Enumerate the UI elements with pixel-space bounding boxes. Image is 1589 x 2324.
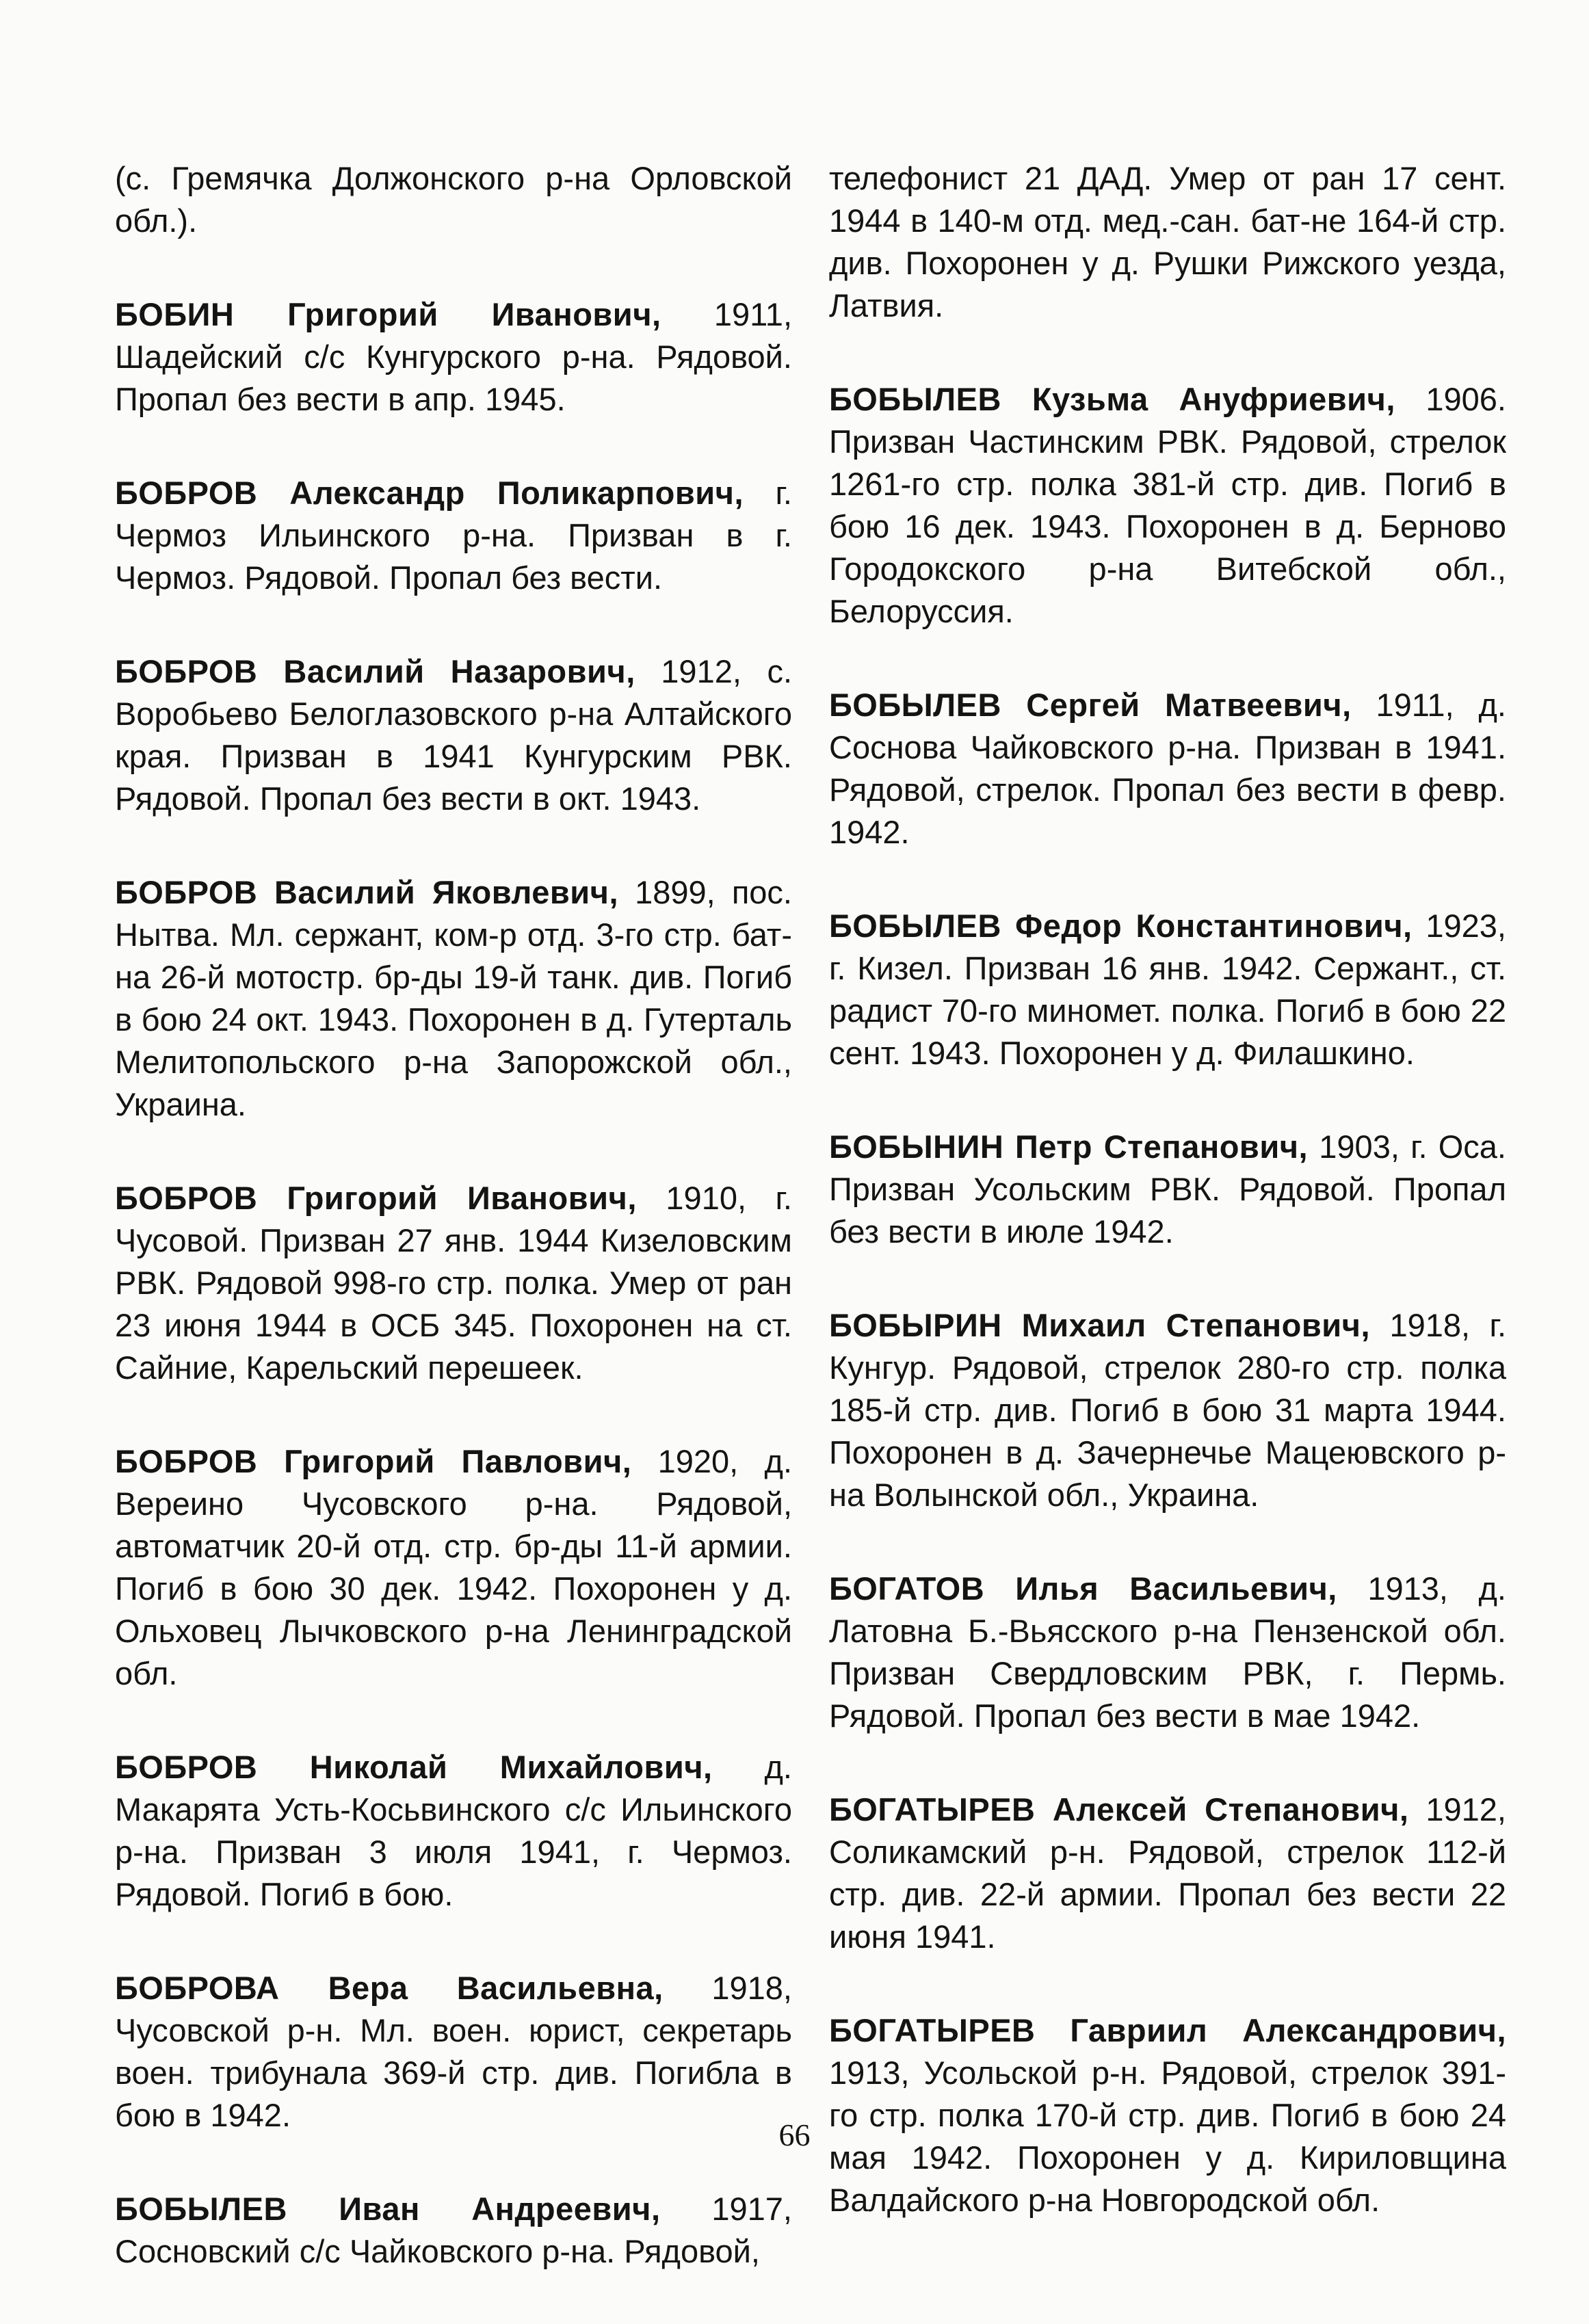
biography-entry bbox=[115, 1440, 792, 1695]
entry-text: 1903, г. Оса. Призван Усольским РВК. Рядовой. Пропал без вести в июле 1942. bbox=[829, 1128, 1506, 1250]
biography-entry bbox=[115, 1967, 792, 2137]
entry-text: 1913, д. Латовна Б.-Вьясского р-на Пензенской обл. Призван Свердловским РВК, г. Пермь. Рядовой. Пропал без вести в мае 1942. bbox=[829, 1570, 1506, 1734]
biography-entry bbox=[829, 378, 1506, 633]
entry-text: 1906. Призван Частинским РВК. Рядовой, стрелок 1261-го стр. полка 381-й стр. див. Погиб в бою 16 дек. 1943. Похоронен в д. Берново Городокского р-на Витебской обл., Белоруссия. bbox=[829, 381, 1506, 629]
entry-name: БОГАТОВ Илья Васильевич, bbox=[829, 1570, 1337, 1607]
entry-text: 1917, Сосновский с/с Чайковского р-на. Рядовой, bbox=[115, 2191, 792, 2269]
entry-text: 1913, Усольской р-н. Рядовой, стрелок 391-го стр. полка 170-й стр. див. Погиб в бою 24 мая 1942. Похоронен у д. Кириловщина Валдайского р-на Новгородской обл. bbox=[829, 2055, 1506, 2218]
biography-entry bbox=[829, 1126, 1506, 1253]
biography-entry bbox=[115, 650, 792, 820]
entry-name: БОБЫЛЕВ Федор Константинович, bbox=[829, 908, 1413, 944]
entry-name: БОБЫЛЕВ Кузьма Ануфриевич, bbox=[829, 381, 1395, 417]
entry-name: БОБРОВ Василий Яковлевич, bbox=[115, 874, 618, 910]
entry-name: БОБИН Григорий Иванович, bbox=[115, 296, 661, 332]
biography-entry bbox=[829, 157, 1506, 327]
entry-name: БОБРОВ Александр Поликарпович, bbox=[115, 475, 744, 511]
entry-text: 1918, г. Кунгур. Рядовой, стрелок 280-го стр. полка 185-й стр. див. Погиб в бою 31 марта 1944. Похоронен в д. Зачернечье Мацеювского р-на Волынской обл., Украина. bbox=[829, 1307, 1506, 1513]
biography-entry bbox=[829, 2009, 1506, 2221]
left-column bbox=[115, 157, 792, 2324]
entry-text: 1911, д. Соснова Чайковского р-на. Призван в 1941. Рядовой, стрелок. Пропал без вести в февр. 1942. bbox=[829, 687, 1506, 850]
biography-entry bbox=[115, 1177, 792, 1389]
entry-name: БОГАТЫРЕВ Гавриил Александрович, bbox=[829, 2012, 1506, 2048]
biography-entry bbox=[115, 1746, 792, 1916]
biography-entry bbox=[829, 1304, 1506, 1516]
biography-entry bbox=[829, 684, 1506, 854]
biography-entry bbox=[115, 293, 792, 421]
entry-text: 1912, с. Воробьево Белоглазовского р-на Алтайского края. Призван в 1941 Кунгурским РВК. Рядовой. Пропал без вести в окт. 1943. bbox=[115, 653, 792, 817]
entry-text: телефонист 21 ДАД. Умер от ран 17 сент. 1944 в 140-м отд. мед.-сан. бат-не 164-й стр. див. Похоронен у д. Рушки Рижского уезда, Латвия. bbox=[829, 160, 1506, 323]
entry-text: 1899, пос. Нытва. Мл. сержант, ком-р отд. 3-го стр. бат-на 26-й мотостр. бр-ды 19-й танк. див. Погиб в бою 24 окт. 1943. Похоронен в д. Гутерталь Мелитопольского р-на Запорожской обл., Украина. bbox=[115, 874, 792, 1122]
entry-text: 1920, д. Вереино Чусовского р-на. Рядовой, автоматчик 20-й отд. стр. бр-ды 11-й армии. Погиб в бою 30 дек. 1942. Похоронен у д. Ольховец Лычковского р-на Ленинградской обл. bbox=[115, 1443, 793, 1691]
entry-text: г. Чермоз Ильинского р-на. Призван в г. Чермоз. Рядовой. Пропал без вести. bbox=[115, 475, 792, 596]
entry-name: БОБЫЛЕВ Иван Андреевич, bbox=[115, 2191, 661, 2227]
entry-text: 1910, г. Чусовой. Призван 27 янв. 1944 Кизеловским РВК. Рядовой 998-го стр. полка. Умер от ран 23 июня 1944 в ОСБ 345. Похоронен на ст. Сайние, Карельский перешеек. bbox=[115, 1180, 792, 1386]
biography-entry bbox=[115, 472, 792, 599]
entry-name: БОБРОВА Вера Васильевна, bbox=[115, 1970, 664, 2006]
entry-text: 1912, Соликамский р-н. Рядовой, стрелок 112-й стр. див. 22-й армии. Пропал без вести 22 июня 1941. bbox=[829, 1791, 1506, 1955]
biography-entry bbox=[829, 905, 1506, 1074]
biography-entry bbox=[829, 1788, 1506, 1958]
entry-name: БОГАТЫРЕВ Алексей Степанович, bbox=[829, 1791, 1409, 1827]
entry-name: БОБЫЛЕВ Сергей Матвеевич, bbox=[829, 687, 1352, 723]
entry-name: БОБРОВ Григорий Павлович, bbox=[115, 1443, 632, 1479]
biography-entry bbox=[829, 1568, 1506, 1737]
entry-text: 1923, г. Кизел. Призван 16 янв. 1942. Сержант., ст. радист 70-го миномет. полка. Погиб в бою 22 сент. 1943. Похоронен у д. Филашкино. bbox=[829, 908, 1506, 1071]
biography-entry bbox=[115, 871, 792, 1126]
entry-text: д. Макарята Усть-Косьвинского с/с Ильинского р-на. Призван 3 июля 1941, г. Чермоз. Рядовой. Погиб в бою. bbox=[115, 1749, 792, 1912]
entry-name: БОБЫРИН Михаил Степанович, bbox=[829, 1307, 1371, 1343]
entry-name: БОБРОВ Василий Назарович, bbox=[115, 653, 635, 689]
entry-text: 1918, Чусовской р-н. Мл. воен. юрист, секретарь воен. трибунала 369-й стр. див. Погибла в бою в 1942. bbox=[115, 1970, 792, 2133]
right-column bbox=[829, 157, 1506, 2273]
entry-name: БОБРОВ Николай Михайлович, bbox=[115, 1749, 713, 1785]
biography-entry bbox=[115, 157, 792, 242]
entry-name: БОБЫНИН Петр Степанович, bbox=[829, 1128, 1309, 1165]
page-number: 66 bbox=[778, 2117, 811, 2152]
entry-text: (с. Гремячка Должонского р-на Орловской обл.). bbox=[115, 160, 792, 239]
entry-name: БОБРОВ Григорий Иванович, bbox=[115, 1180, 637, 1216]
entry-text: 1911, Шадейский с/с Кунгурского р-на. Рядовой. Пропал без вести в апр. 1945. bbox=[115, 296, 793, 417]
biography-entry bbox=[115, 2188, 792, 2273]
